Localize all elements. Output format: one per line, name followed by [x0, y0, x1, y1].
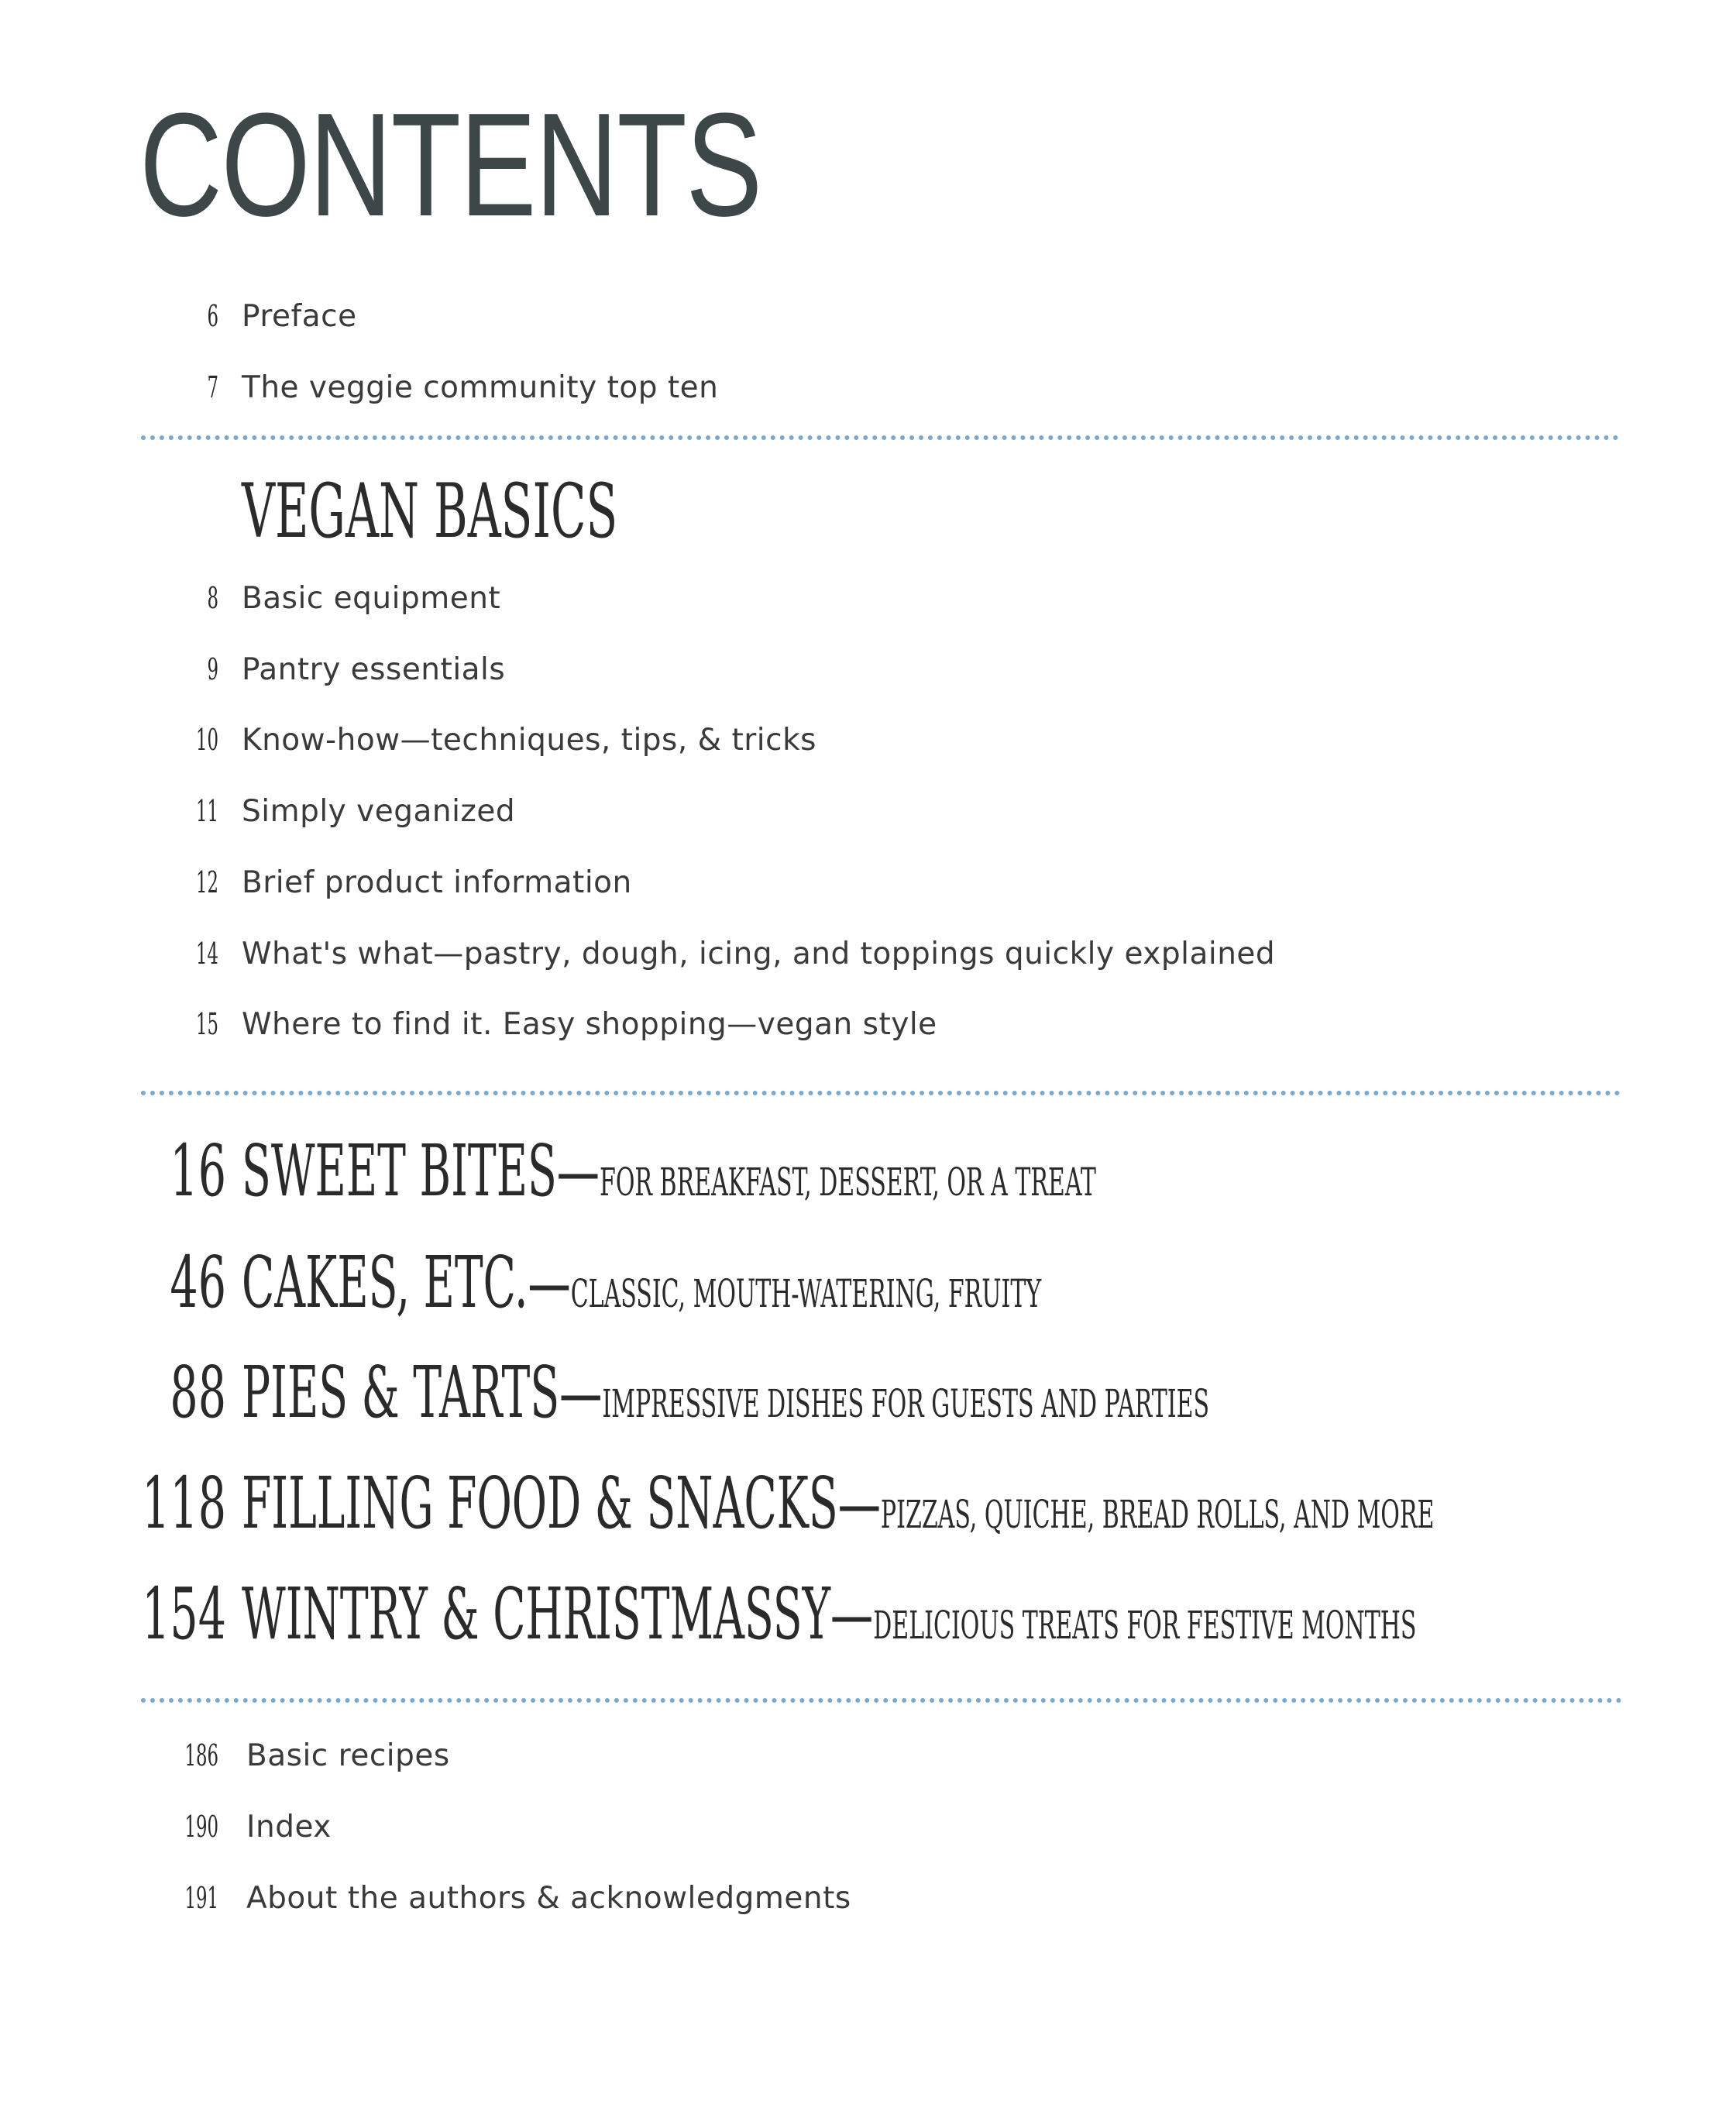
toc-chapter-filling-food[interactable] [0, 1462, 1736, 1545]
chapter-label [242, 1241, 1042, 1324]
toc-entry-basic-recipes[interactable] [0, 1738, 1736, 1777]
entry-label: Index [246, 1810, 332, 1844]
page-number: 9 [207, 652, 218, 686]
page-number: 186 [184, 1738, 218, 1772]
entry-label: Basic recipes [246, 1738, 450, 1773]
chapter-dash: — [528, 1241, 571, 1324]
page-number: 190 [184, 1810, 218, 1844]
toc-chapter-cakes[interactable] [0, 1241, 1736, 1325]
toc-entry-preface[interactable] [0, 299, 1736, 338]
page-number: 11 [195, 794, 218, 828]
toc-chapter-wintry[interactable] [0, 1573, 1736, 1656]
dotted-divider [141, 1698, 1622, 1703]
chapter-subtitle: PIZZAS, QUICHE, BREAD ROLLS, AND MORE [880, 1492, 1435, 1537]
page-number: 15 [195, 1007, 218, 1041]
toc-entry-pantry-essentials[interactable] [0, 652, 1736, 691]
chapter-subtitle: IMPRESSIVE DISHES FOR GUESTS AND PARTIES [602, 1381, 1210, 1426]
chapter-dash: — [837, 1462, 881, 1545]
chapter-title: CAKES, ETC. [242, 1241, 528, 1324]
toc-entry-index[interactable] [0, 1810, 1736, 1848]
entry-label: The veggie community top ten [242, 370, 719, 405]
entry-label: Preface [242, 299, 357, 334]
chapter-label [242, 1573, 1417, 1655]
toc-entry-product-information[interactable] [0, 865, 1736, 904]
chapter-title: WINTRY & CHRISTMASSY [242, 1573, 831, 1655]
page-number: 8 [207, 581, 218, 615]
chapter-title: FILLING FOOD & SNACKS [242, 1462, 838, 1545]
chapter-label [242, 1129, 1096, 1212]
chapter-label [242, 1351, 1210, 1434]
entry-label: What's what—pastry, dough, icing, and toppings quickly explained [242, 937, 1276, 971]
toc-entry-basic-equipment[interactable] [0, 581, 1736, 620]
page-number: 12 [195, 865, 218, 899]
dotted-divider [141, 1091, 1621, 1095]
page-number: 88 [170, 1351, 226, 1434]
chapter-dash: — [556, 1129, 600, 1212]
entry-label: Pantry essentials [242, 652, 506, 687]
page-number: 154 [142, 1573, 226, 1655]
toc-chapter-sweet-bites[interactable] [0, 1129, 1736, 1213]
page-number: 14 [195, 937, 218, 971]
toc-entry-about-authors[interactable] [0, 1881, 1736, 1920]
page-number: 46 [170, 1241, 226, 1324]
chapter-dash: — [830, 1573, 874, 1655]
entry-label: Where to find it. Easy shopping—vegan style [242, 1007, 937, 1042]
chapter-subtitle: CLASSIC, MOUTH-WATERING, FRUITY [570, 1271, 1042, 1316]
chapter-title: PIES & TARTS [242, 1351, 560, 1434]
dotted-divider [141, 435, 1619, 440]
chapter-subtitle: FOR BREAKFAST, DESSERT, OR A TREAT [600, 1160, 1096, 1205]
page-number: 6 [207, 299, 218, 333]
chapter-dash: — [559, 1351, 603, 1434]
entry-label: Brief product information [242, 865, 632, 900]
page-number: 7 [207, 370, 218, 404]
entry-label: Simply veganized [242, 794, 516, 829]
entry-label: About the authors & acknowledgments [246, 1881, 851, 1916]
chapter-title: SWEET BITES [242, 1129, 557, 1212]
page-number: 118 [142, 1462, 226, 1545]
toc-entry-whats-what[interactable] [0, 937, 1736, 975]
toc-entry-top-ten[interactable] [0, 370, 1736, 409]
page-number: 16 [170, 1129, 226, 1212]
page-number: 10 [195, 723, 218, 757]
section-heading-vegan-basics: VEGAN BASICS [242, 468, 618, 555]
page-title: CONTENTS [139, 83, 761, 247]
entry-label: Basic equipment [242, 581, 501, 616]
toc-entry-know-how[interactable] [0, 723, 1736, 761]
chapter-label [242, 1462, 1435, 1545]
entry-label: Know-how—techniques, tips, & tricks [242, 723, 816, 758]
chapter-subtitle: DELICIOUS TREATS FOR FESTIVE MONTHS [873, 1603, 1417, 1648]
toc-chapter-pies-tarts[interactable] [0, 1351, 1736, 1435]
page-number: 191 [184, 1881, 218, 1915]
toc-entry-simply-veganized[interactable] [0, 794, 1736, 833]
toc-entry-where-to-find[interactable] [0, 1007, 1736, 1046]
